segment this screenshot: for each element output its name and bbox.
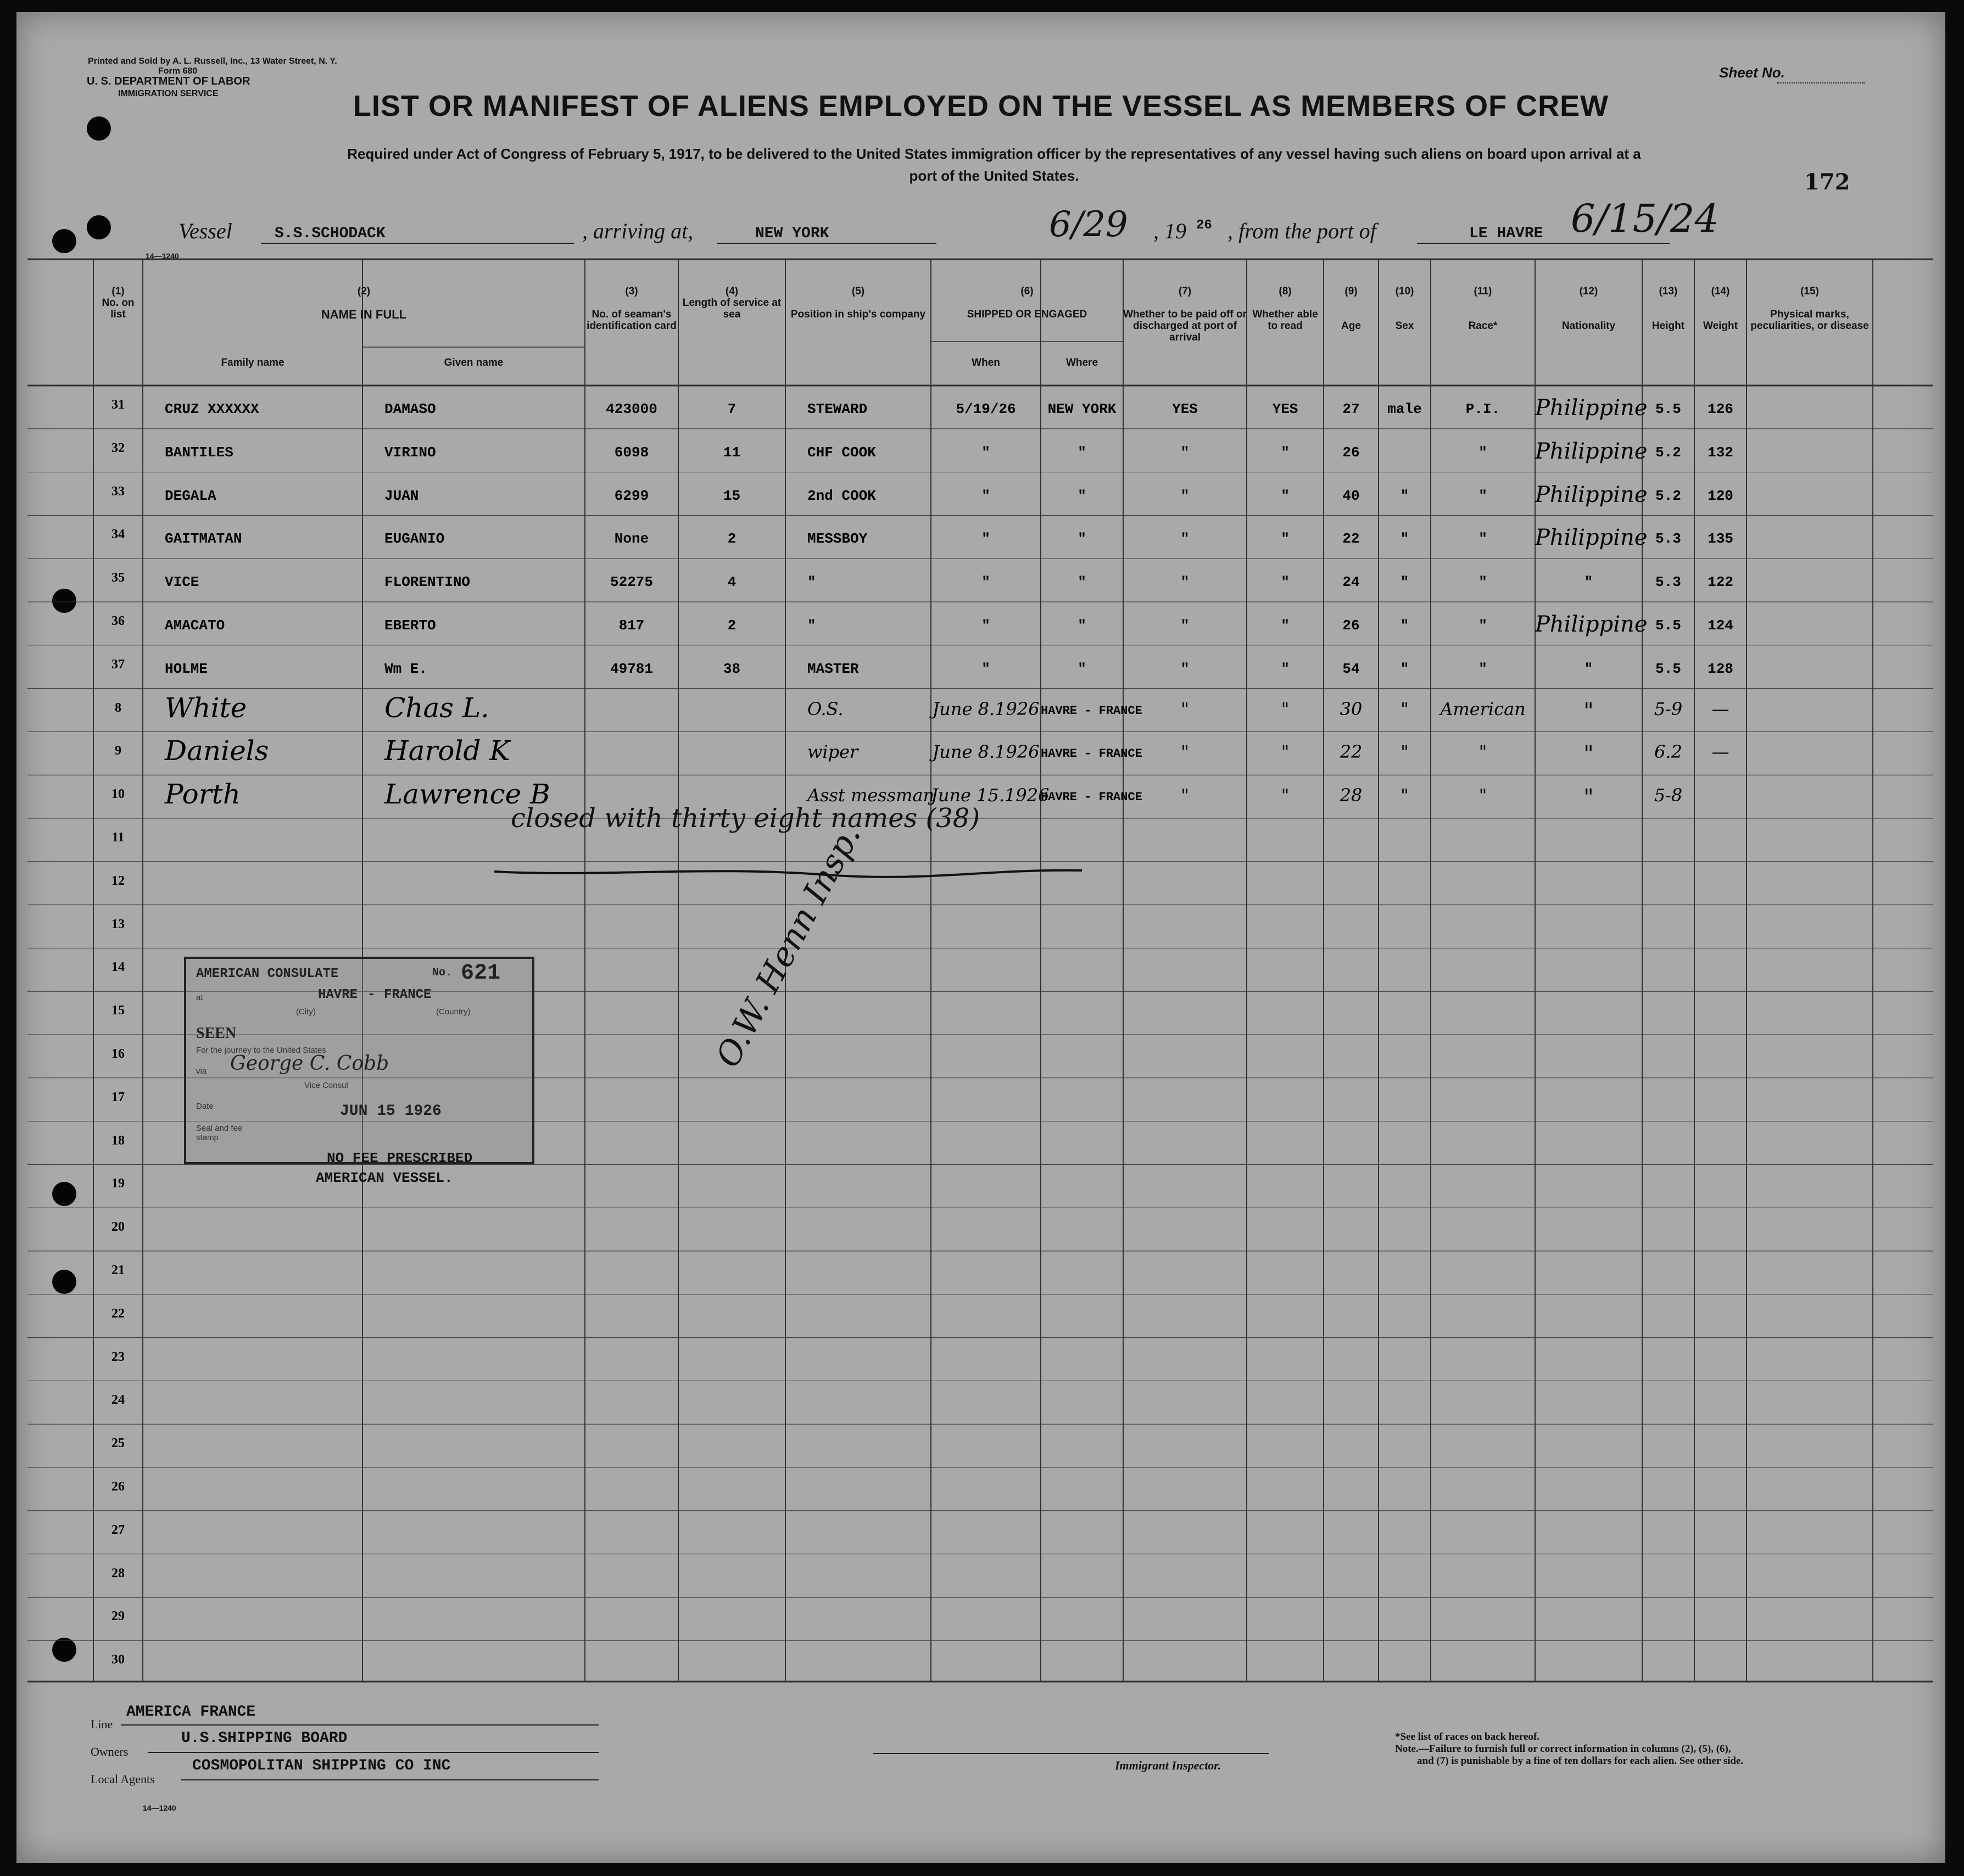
closing-underline [489,861,1093,883]
cell-given: EBERTO [384,617,436,634]
cell-read: " [1281,741,1290,763]
arriving-label: , arriving at, [582,219,694,243]
footer-note-races: *See list of races on back hereof. [1395,1731,1539,1743]
cell-nationality: Philippine [1535,482,1648,507]
cell-age: 22 [1340,741,1363,763]
cell-nationality: " [1583,741,1594,767]
stamp-date: JUN 15 1926 [340,1103,442,1120]
page-number: 172 [1804,169,1850,195]
cell-nationality: " [1583,698,1594,724]
cell-position: STEWARD [807,401,868,417]
row-number: 24 [111,1393,125,1408]
cell-position: CHF COOK [807,444,876,461]
footer-note-fine-1: Note.—Failure to furnish full or correct information in columns (2), (5), (6), [1395,1743,1731,1755]
cell-race: P.I. [1465,401,1500,417]
row-number: 23 [111,1349,125,1364]
cell-service: 2 [727,617,736,634]
cell-read: YES [1272,401,1298,417]
cell-height: 5.5 [1655,660,1681,677]
cell-read: " [1281,531,1290,548]
from-port: LE HAVRE [1469,225,1543,242]
cell-height: 5-9 [1654,698,1683,719]
cell-given: Lawrence B [384,778,550,811]
service: IMMIGRATION SERVICE [118,89,219,98]
cell-weight: — [1711,741,1729,763]
row-number: 31 [111,398,125,412]
cell-age: 24 [1342,574,1360,591]
cell-family: Daniels [165,735,269,767]
cell-card: 817 [618,617,645,634]
cell-where: " [1078,487,1086,504]
col-8-header: (8) Whether able to read [1252,286,1318,332]
col-6-when: When [972,357,1000,369]
footer-agents-underline [181,1779,599,1780]
stamp-city: HAVRE [318,987,358,1002]
row-number: 32 [111,440,125,455]
cell-when: June 8.1926 [932,698,1040,719]
cell-nationality: " [1584,574,1593,591]
cell-position: 2nd COOK [807,487,876,504]
stamp-via: via [196,1067,207,1076]
cell-age: 30 [1340,698,1363,719]
cell-weight: 126 [1708,401,1733,417]
cell-paid-off: " [1181,698,1189,719]
cell-position: wiper [807,741,858,763]
cell-age: 28 [1340,785,1363,806]
col-13-header: (13) Height [1651,286,1685,332]
stamp-date-label: Date [196,1102,214,1111]
row-number: 19 [111,1176,125,1191]
cell-age: 40 [1342,487,1360,504]
cell-where: " [1078,574,1086,591]
cell-age: 27 [1342,401,1360,417]
cell-sex: male [1387,401,1422,417]
closing-note: closed with thirty eight names (38) [511,803,980,834]
cell-where: HAVRE - FRANCE [1041,704,1142,718]
cell-paid-off: " [1180,660,1190,677]
cell-sex: " [1400,487,1409,504]
row-number: 26 [111,1479,125,1494]
footer-owners-underline [148,1752,599,1753]
vessel-name: S.S.SCHODACK [275,225,386,242]
cell-where: HAVRE - FRANCE [1041,747,1142,761]
cell-given: Harold K [384,735,510,767]
manifest-sheet [16,12,1945,1863]
printer-line: Printed and Sold by A. L. Russell, Inc., 13 Water Street, N. Y. [88,57,337,66]
stamp-seen: SEEN [196,1025,237,1042]
row-number: 13 [111,917,125,931]
col-3-header: (3) No. of seaman's identification card [587,286,677,332]
page-title: LIST OR MANIFEST OF ALIENS EMPLOYED ON THE VESSEL AS MEMBERS OF CREW [353,90,1609,122]
cell-nationality: Philippine [1535,438,1648,464]
cell-service: 15 [723,487,741,504]
cell-where: " [1078,660,1086,677]
requirement-text: Required under Act of Congress of February 5, 1917, to be delivered to the United States immigration officer by the representatives of any vessel having such aliens on board upon arrival at a port of the United States. [347,146,1641,184]
cell-weight: 124 [1708,617,1733,634]
row-number: 20 [111,1220,125,1235]
cell-given: Wm E. [384,660,428,677]
cell-sex: " [1400,531,1409,548]
col-14-header: (14) Weight [1703,286,1738,332]
inspector-signature-line [873,1753,1269,1754]
stamp-country-caption: (Country) [436,1007,471,1017]
cell-given: DAMASO [384,401,436,417]
consulate-stamp [184,957,534,1164]
footer-line-underline [121,1724,599,1726]
cell-age: 26 [1342,617,1360,634]
cell-given: EUGANIO [384,531,445,548]
arriving-port: NEW YORK [755,225,829,242]
footer-line-value: AMERICA FRANCE [126,1704,256,1721]
row-number: 28 [111,1566,125,1581]
cell-height: 5.3 [1655,531,1681,548]
year-suffix: 26 [1196,218,1212,233]
cell-when: " [981,660,990,677]
cell-nationality: Philippine [1535,525,1648,551]
cell-read: " [1281,444,1290,461]
col-2-family-name: Family name [221,357,284,369]
cell-read: " [1281,698,1290,719]
stamp-consulate: AMERICAN CONSULATE [196,967,339,981]
cell-race: " [1478,574,1487,591]
cell-read: " [1281,617,1290,634]
cell-card: 6299 [614,487,649,504]
footer-agents-label: Local Agents [91,1772,155,1786]
cell-paid-off: " [1181,785,1189,806]
cell-family: HOLME [165,660,208,677]
row-number: 14 [111,960,125,975]
stamp-dash: - [367,987,376,1002]
cell-when: June 8.1926 [932,741,1040,763]
cell-when: " [981,444,990,461]
cell-family: CRUZ XXXXXX [165,401,259,417]
cell-where: NEW YORK [1047,401,1117,417]
cell-paid-off: " [1180,531,1190,548]
inspector-initials: O.W. Henn Insp. [708,818,869,1074]
cell-given: Chas L. [384,691,489,724]
cell-where: " [1078,531,1086,548]
row-number: 34 [111,527,125,542]
col-9-header: (9) Age [1341,286,1361,332]
footer-agents-value: COSMOPOLITAN SHIPPING CO INC [192,1757,451,1774]
cell-card: None [614,531,649,548]
cell-family: VICE [165,574,199,591]
row-number: 21 [111,1263,125,1277]
cell-age: 22 [1342,531,1360,548]
cell-family: Porth [165,778,241,811]
cell-paid-off: " [1181,741,1189,763]
row-number: 12 [111,873,125,888]
cell-position: " [807,617,816,634]
stamp-no-value: 621 [461,961,501,986]
department: U. S. DEPARTMENT OF LABOR [87,75,250,87]
cell-given: VIRINO [384,444,436,461]
footer-line-label: Line [91,1717,113,1731]
cell-read: " [1281,785,1290,806]
cell-race: " [1478,785,1487,806]
cell-read: " [1281,660,1290,677]
stamp-vice-consul: Vice Consul [304,1081,348,1090]
cell-race: " [1478,617,1487,634]
cell-when: " [981,487,990,504]
col-10-header: (10) Sex [1395,286,1414,332]
cell-service: 38 [723,660,741,677]
cell-family: BANTILES [165,444,233,461]
row-number: 36 [111,614,125,628]
cell-sex: " [1401,698,1409,719]
arrival-date: 6/29 [1049,204,1128,245]
cell-sex: " [1401,785,1409,806]
cell-race: " [1478,444,1487,461]
footer-form-code: 14—1240 [143,1804,176,1812]
col-11-header: (11) Race* [1468,286,1498,332]
cell-weight: 128 [1708,660,1733,677]
cell-position: O.S. [807,698,844,719]
sheet-number-label: Sheet No. [1719,64,1785,81]
row-number: 10 [111,787,125,802]
vessel-label: Vessel [178,219,232,243]
cell-paid-off: " [1180,487,1190,504]
cell-nationality: " [1584,660,1593,677]
cell-weight: — [1711,698,1729,719]
row-number: 25 [111,1436,125,1451]
cell-height: 5.2 [1655,444,1681,461]
col-6-header: (6) SHIPPED OR ENGAGED [967,286,1087,320]
row-number: 11 [111,830,125,845]
cell-position: " [807,574,816,591]
cell-service: 7 [727,401,736,417]
row-number: 18 [111,1133,125,1148]
stamp-journey: For the journey to the United States [196,1046,326,1055]
col-2-header: (2) NAME IN FULL [321,286,407,321]
cell-age: 26 [1342,444,1360,461]
col-6-where: Where [1065,357,1098,369]
cell-nationality: Philippine [1535,612,1648,637]
cell-position: Asst messman [807,785,935,806]
cell-given: JUAN [384,487,419,504]
year-prefix: , 19 [1153,219,1186,243]
cell-service: 11 [723,444,741,461]
col-2-given-name: Given name [444,357,504,369]
col-12-header: (12) Nationality [1561,286,1616,332]
row-number: 9 [115,744,121,758]
cell-family: White [165,691,247,724]
cell-position: MESSBOY [807,531,868,548]
cell-when: June 15.1926 [931,785,1050,806]
from-label: , from the port of [1228,219,1376,243]
cell-age: 54 [1342,660,1360,677]
cell-nationality: " [1583,785,1594,811]
form-number: Form 680 [158,66,198,76]
cell-race: " [1478,741,1487,763]
cell-paid-off: " [1180,574,1190,591]
cell-when: 5/19/26 [956,401,1016,417]
footer-owners-label: Owners [91,1745,129,1758]
cell-height: 5.5 [1655,401,1681,417]
row-number: 15 [111,1003,125,1018]
cell-where: HAVRE - FRANCE [1041,790,1142,805]
cell-when: " [981,531,990,548]
handwritten-date-note: 6/15/24 [1571,196,1719,241]
cell-service: 4 [727,574,736,591]
cell-race: " [1478,660,1487,677]
row-number: 27 [111,1522,125,1537]
cell-weight: 135 [1708,531,1733,548]
cell-sex: " [1400,574,1409,591]
cell-read: " [1281,574,1290,591]
stamp-seal-label: Seal and fee stamp [196,1124,243,1142]
cell-when: " [981,617,990,634]
cell-where: " [1078,617,1086,634]
cell-height: 5.5 [1655,617,1681,634]
cell-weight: 122 [1708,574,1733,591]
cell-race: American [1440,698,1526,719]
stamp-country: FRANCE [384,987,432,1002]
col-5-header: (5) Position in ship's company [790,286,926,320]
row-number: 8 [115,700,121,715]
row-number: 29 [111,1609,125,1624]
col-7-header: (7) Whether to be paid off or discharged at port of arrival [1123,286,1247,343]
footer-note-fine-2: and (7) is punishable by a fine of ten dollars for each alien. See other side. [1417,1755,1744,1767]
cell-given: FLORENTINO [384,574,471,591]
cell-weight: 120 [1708,487,1733,504]
stamp-city-caption: (City) [296,1007,316,1017]
cell-sex: " [1400,660,1409,677]
cell-where: " [1078,444,1086,461]
row-number: 16 [111,1047,125,1061]
col-15-header: (15) Physical marks, peculiarities, or disease [1750,286,1869,332]
form-code: 14—1240 [146,252,179,260]
cell-when: " [981,574,990,591]
cell-family: GAITMATAN [165,531,242,548]
cell-paid-off: " [1180,444,1190,461]
inspector-label: Immigrant Inspector. [1115,1758,1221,1772]
cell-nationality: Philippine [1535,395,1648,421]
col-4-header: (4) Length of service at sea [682,286,782,320]
stamp-signature: George C. Cobb [230,1052,389,1075]
row-number: 35 [111,571,125,585]
cell-race: " [1478,487,1487,504]
cell-position: MASTER [807,660,859,677]
cell-family: AMACATO [165,617,225,634]
stamp-at-label: at [196,993,203,1002]
cell-weight: 132 [1708,444,1733,461]
cell-height: 5.3 [1655,574,1681,591]
cell-sex: " [1400,617,1409,634]
row-number: 22 [111,1306,125,1321]
cell-paid-off: YES [1172,401,1198,417]
cell-card: 49781 [610,660,653,677]
cell-service: 2 [727,531,736,548]
cell-card: 6098 [614,444,649,461]
american-vessel: AMERICAN VESSEL. [316,1170,453,1186]
cell-card: 52275 [610,574,653,591]
stamp-no-label: No. [432,967,453,979]
cell-family: DEGALA [165,487,216,504]
cell-sex: " [1401,741,1409,763]
footer-owners-value: U.S.SHIPPING BOARD [181,1730,348,1747]
cell-read: " [1281,487,1290,504]
cell-height: 5.2 [1655,487,1681,504]
no-fee-prescribed: NO FEE PRESCRIBED [327,1150,473,1166]
row-number: 33 [111,484,125,499]
cell-height: 6.2 [1654,741,1682,763]
row-number: 37 [111,657,125,672]
row-number: 30 [111,1652,125,1667]
cell-paid-off: " [1180,617,1190,634]
col-1-header: (1) No. on list [102,286,135,320]
cell-height: 5-8 [1654,785,1683,806]
row-number: 17 [111,1090,125,1104]
cell-card: 423000 [606,401,657,417]
cell-race: " [1478,531,1487,548]
